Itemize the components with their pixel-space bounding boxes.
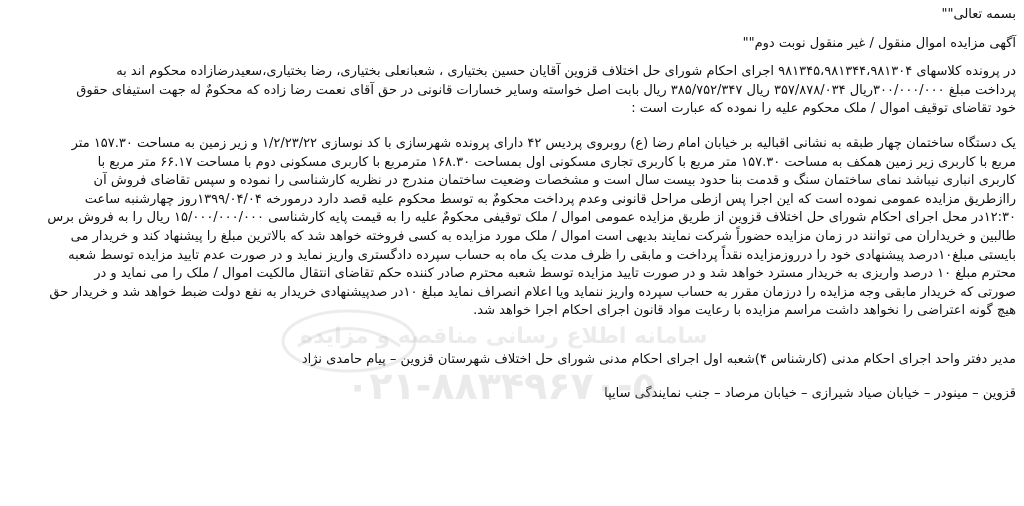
notice-title: آگهی مزایده اموال منقول / غیر منقول نوبت دوم"": [742, 35, 1016, 51]
watermark-text: سامانه اطلاع رسانی مناقصه و مزایده: [300, 324, 708, 349]
watermark-phone: ۰۲۱-۸۸۳۴۹۶۷۰-۵: [346, 364, 656, 408]
address-line: قزوین – مینودر – خیابان صیاد شیرازی – خیابان مرصاد – جنب نمایندگی سایپا: [604, 385, 1016, 401]
body-line: کاربری انباری نیباشد نمای ساختمان سنگ و قدمت بنا حدود بیست سال است و مشخصات وضعیت ساختمان مندرج در نظریه کارشناسی را نموده و سپس تقاضای فروش آن: [93, 173, 1016, 189]
intro-line: پرداخت مبلغ ۳۰۰/۰۰۰/۰۰۰ریال ۳۵۷/۸۷۸/۰۳۴ ریال ۳۸۵/۷۵۲/۳۴۷ ریال بابت اصل خواسته وسایر خسارات قانونی در حق آقای نعمت رضا زاده که محکومٌ له جهت استیفای حقوق: [76, 82, 1016, 98]
intro-line: در پرونده کلاسهای ۹۸۱۳۴۵،۹۸۱۳۴۴،۹۸۱۳۰۴ اجرای احکام شورای حل اختلاف قزوین آقایان حسین بختیاری ، شعبانعلی بختیاری، رضا بختیاری،سعیدرضازاده محکوم اند به: [116, 64, 1016, 80]
body-paragraph: [8, 135, 1016, 321]
intro-paragraph: [8, 63, 1016, 119]
intro-line: خود تقاضای توقیف اموال / ملک محکوم علیه را نموده که عبارت است :: [631, 101, 1016, 117]
body-line: هیچ گونه اعتراضی را نخواهد داشت مراسم مزایده با رعایت مواد قانون اجرای احکام اجرا خواهد شد.: [473, 303, 1016, 319]
body-line: راازطریق مزایده عمومی نموده است که این اجرا پس ازطی مراحل قانونی وعدم پرداخت محکومٌ به توسط محکوم علیه قصد دارد درمورخه ۱۳۹۹/۰۴/۰۴روز چهارشنبه ساعت: [84, 191, 1016, 207]
signature-line: مدیر دفتر واحد اجرای احکام مدنی (کارشناس ۴)شعبه اول اجرای احکام مدنی شورای حل اختلاف شهرستان قزوین – پیام حامدی نژاد: [301, 351, 1016, 367]
body-line: طالبین و خریداران می توانند در زمان مزایده حضوراً شرکت نمایند بدیهی است اموال / ملک مورد مزایده به کسی فروخته خواهد شد که بالاترین مبلغ را پیشنهاد کند و خریدار می: [70, 228, 1016, 244]
body-line: ۱۲:۳۰در محل اجرای احکام شورای حل اختلاف قزوین از طریق مزایده عمومی اموال / ملک توقیفی محکومٌ علیه را به قیمت پایه کارشناسی ۱۵/۰۰۰/۰۰۰/۰۰۰ ریال را به فروش برس: [47, 210, 1016, 226]
body-line: بایستی مبلغ۱۰درصد پیشنهادی خود را درروزمزایده نقداً پرداخت و مابقی را ظرف مدت یک ماه به حساب سپرده دادگستری واریز نماید و در صورت عدم تایید مزایده توسط شعبه: [68, 247, 1016, 263]
body-line: مربع با کاربری زیر زمین همکف به مساحت ۱۵۷.۳۰ متر مربع با کاربری تجاری مسکونی اول بمساحت ۱۶۸.۳۰ مترمربع با کاربری مسکونی دوم با مساحت ۶۶.۱۷ متر مربع با: [97, 154, 1016, 170]
body-line: یک دستگاه ساختمان چهار طبقه به نشانی اقبالیه بر خیابان امام رضا (ع) روبروی پردیس ۴۲ دارای پرونده شهرسازی با کد نوسازی ۱/۲/۲۳/۲۲ و زیر زمین به مساحت ۱۵۷.۳۰ متر: [71, 135, 1016, 151]
basmala-heading: بسمه تعالی"": [941, 7, 1016, 22]
body-line: صورتی که خریدار مابقی وجه مزایده را درزمان مقرر به حساب سپرده واریز ننماید ویا اعلام انصراف نماید مبلغ ۱۰در صدپیشنهادی خریدار به نفع دولت ضبط خواهد شد و خریدار حق: [49, 284, 1016, 300]
body-line: محترم مبلغ ۱۰ درصد واریزی به خریدار مسترد خواهد شد و در صورت تایید مزایده توسط شعبه محترم صادر کننده حکم تقاضای انتقال مالکیت اموال / ملک را می نماید و در: [94, 266, 1016, 282]
